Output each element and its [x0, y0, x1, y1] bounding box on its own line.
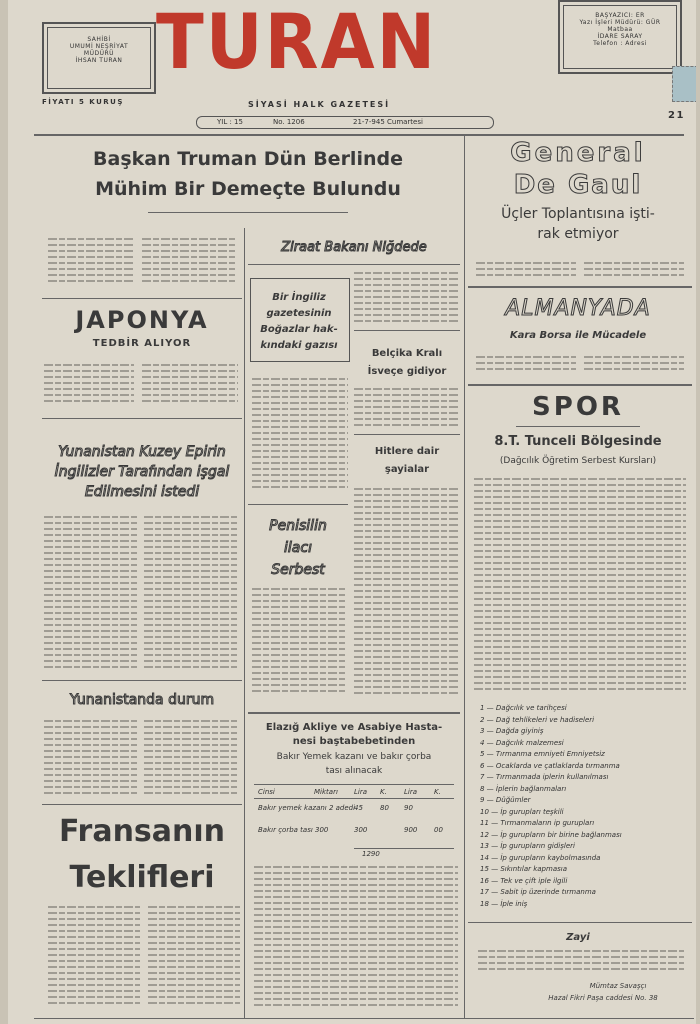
hitlere-headline: Hitlere dair — [374, 446, 440, 457]
price-label: FİYATI 5 KURUŞ — [42, 98, 124, 106]
article-text — [48, 238, 134, 286]
yunanistanda-headline: Yunanistanda durum — [69, 692, 215, 708]
spor-headline: SPOR — [532, 392, 624, 422]
elazig-subhead: Bakır Yemek kazanı ve bakır çorba — [276, 752, 432, 762]
fransa-headline: Teklifleri — [69, 860, 215, 895]
almanyada-subhead: Kara Borsa ile Mücadele — [509, 330, 647, 341]
zayi-signature: Mümtaz Savaşçı — [589, 982, 647, 990]
penisilin-headline: Serbest — [271, 562, 325, 578]
masthead-rule — [34, 134, 684, 136]
tunceli-headline: 8.T. Tunceli Bölgesinde — [494, 434, 662, 449]
article-text — [252, 378, 348, 492]
editor-line: Matbaa — [607, 26, 633, 33]
course-list-item: 7 — Tırmanmada iplerin kullanılması — [480, 773, 609, 781]
ingiliz-headline: gazetesinin — [266, 308, 332, 319]
article-text — [144, 516, 238, 672]
table-header: K. — [380, 788, 387, 796]
publisher-line: UMUMİ NEŞRİYAT — [69, 43, 129, 50]
course-list-item: 3 — Dağda giyiniş — [480, 727, 544, 735]
stamp-number: 21 — [668, 110, 685, 121]
section-rule — [354, 330, 460, 331]
table-cell: 90 — [404, 804, 413, 812]
japonya-headline: JAPONYA — [75, 306, 209, 334]
table-cell: Bakır çorba tası 300 — [258, 826, 329, 834]
publisher-line: SAHİBİ — [87, 36, 111, 43]
table-rule — [354, 848, 454, 849]
editor-line: İDARE SARAY — [597, 33, 643, 40]
article-text — [144, 720, 238, 798]
belcika-headline: Belçika Kralı — [371, 348, 443, 359]
course-list-item: 13 — İp gurupların gidişleri — [480, 842, 575, 850]
section-rule — [468, 286, 692, 288]
course-list-item: 15 — Sıkıntılar kapmasıa — [480, 865, 567, 873]
section-rule — [248, 504, 348, 505]
table-header: K. — [434, 788, 441, 796]
article-text — [476, 356, 576, 374]
issue-date: 21-7-945 Cumartesi — [353, 118, 423, 126]
section-rule — [248, 264, 460, 265]
article-text — [354, 388, 458, 430]
section-rule — [42, 418, 242, 419]
column-rule — [244, 228, 245, 1018]
article-text — [44, 516, 138, 672]
footer-rule — [34, 1018, 694, 1019]
ingiliz-headline: Boğazlar hak- — [260, 324, 338, 335]
section-rule — [42, 298, 242, 299]
tunceli-subhead: (Dağcılık Öğretim Serbest Kursları) — [499, 456, 657, 466]
article-text — [584, 262, 684, 280]
course-list-item: 11 — Tırmanmaların ip gurupları — [480, 819, 595, 827]
general-headline: De Gaul — [513, 170, 643, 200]
table-header: Miktarı — [314, 788, 338, 796]
article-text — [142, 364, 238, 406]
column-rule — [464, 136, 465, 1018]
date-bar — [196, 116, 494, 129]
article-text — [474, 478, 686, 694]
course-list-item: 17 — Sabit ip üzerinde tırmanma — [480, 888, 596, 896]
table-cell: 300 — [354, 826, 368, 834]
article-text — [48, 906, 140, 1008]
section-rule — [468, 922, 692, 923]
course-list-item: 16 — Tek ve çift iple ilgili — [480, 876, 568, 885]
revenue-stamp — [672, 66, 696, 102]
editor-line: Yazı İşleri Müdürü: GÜR — [579, 19, 661, 26]
article-text — [142, 238, 236, 286]
course-list-item: 14 — İp gurupların kaybolmasında — [480, 853, 601, 862]
table-cell: 80 — [380, 804, 389, 812]
course-list-item: 6 — Ocaklarda ve çatlaklarda tırmanma — [480, 761, 620, 770]
course-list-item: 5 — Tırmanma emniyeti Emniyetsiz — [480, 750, 605, 758]
general-subhead: rak etmiyor — [537, 226, 619, 242]
table-rule — [254, 784, 454, 785]
editor-line: Telefon : Adresi — [593, 40, 647, 47]
course-list-item: 9 — Düğümler — [480, 796, 531, 804]
table-header: Lira — [404, 788, 418, 796]
penisilin-headline: Penisilin — [269, 518, 327, 534]
table-rule — [254, 798, 454, 799]
ingiliz-headline: Bir İngiliz — [272, 292, 326, 303]
editor-box — [558, 0, 682, 74]
section-rule — [248, 712, 460, 714]
article-text — [354, 272, 458, 326]
course-list-item: 18 — İple iniş — [480, 899, 528, 908]
course-list-item: 10 — İp gurupları teşkili — [480, 807, 564, 816]
year-label: YIL : 15 — [217, 118, 243, 126]
article-text — [354, 488, 458, 698]
article-text — [478, 950, 684, 974]
table-cell: 900 — [404, 826, 418, 834]
table-header: Lira — [354, 788, 368, 796]
course-list-item: 8 — İplerin bağlanmaları — [480, 784, 567, 793]
headline-rule — [148, 212, 348, 213]
article-text — [254, 866, 458, 1010]
japonya-subhead: TEDBİR ALIYOR — [92, 338, 192, 349]
article-text — [476, 262, 576, 280]
masthead-title: TURAN — [156, 0, 438, 87]
article-text — [252, 588, 346, 696]
article-text — [584, 356, 684, 374]
article-text — [44, 720, 138, 798]
zayi-signature: Hazal Fikri Paşa caddesi No. 38 — [548, 994, 658, 1002]
table-header: Cinsi — [258, 788, 275, 796]
yunanistan-headline: İngilizler Tarafından işgal — [54, 464, 230, 480]
article-text — [44, 364, 134, 406]
ziraat-headline: Ziraat Bakanı Niğdede — [281, 240, 427, 255]
publisher-line: İHSAN TURAN — [75, 57, 123, 64]
publisher-box — [42, 22, 156, 94]
course-list-item: 12 — İp gurupların bir birine bağlanması — [480, 830, 622, 839]
elazig-headline: Elazığ Akliye ve Asabiye Hasta- — [265, 722, 443, 733]
hitlere-headline: şayialar — [384, 464, 430, 475]
truman-headline: Mühim Bir Demeçte Bulundu — [95, 178, 401, 200]
article-text — [148, 906, 240, 1008]
zayi-headline: Zayi — [566, 932, 590, 943]
elazig-headline: nesi baştabebetinden — [292, 736, 416, 747]
truman-headline: Başkan Truman Dün Berlinde — [93, 148, 403, 170]
section-rule — [42, 804, 242, 805]
ingiliz-headline: kındaki gazısı — [260, 340, 338, 351]
issue-number: No. 1206 — [273, 118, 305, 126]
almanyada-headline: ALMANYADA — [505, 296, 651, 321]
course-list-item: 1 — Dağcılık ve tarihçesi — [480, 704, 567, 712]
table-cell: 00 — [434, 826, 443, 834]
newspaper-page — [8, 0, 696, 1024]
elazig-subhead: tası alınacak — [325, 766, 383, 776]
editor-line: BAŞYAZICI: ER — [595, 12, 645, 19]
publisher-line: MÜDÜRÜ — [83, 50, 115, 57]
table-cell: Bakır yemek kazanı 2 adedi — [258, 804, 356, 812]
fransa-headline: Fransanın — [58, 814, 226, 849]
spor-rule — [516, 426, 640, 427]
paper-subtitle: SİYASİ HALK GAZETESİ — [248, 100, 391, 109]
penisilin-headline: ilacı — [284, 540, 312, 556]
general-headline: General — [510, 138, 646, 168]
course-list-item: 2 — Dağ tehlikeleri ve hadiseleri — [480, 715, 595, 724]
yunanistan-headline: Yunanistan Kuzey Epirin — [58, 444, 226, 460]
section-rule — [468, 384, 692, 386]
yunanistan-headline: Edilmesini istedi — [84, 484, 200, 500]
belcika-headline: İsveçe gidiyor — [367, 366, 447, 377]
table-cell: 45 — [354, 804, 363, 812]
table-total: 1290 — [362, 850, 380, 858]
section-rule — [42, 680, 242, 681]
general-subhead: Üçler Toplantısına işti- — [501, 206, 655, 222]
section-rule — [354, 434, 460, 435]
course-list-item: 4 — Dağcılık malzemesi — [480, 738, 564, 747]
